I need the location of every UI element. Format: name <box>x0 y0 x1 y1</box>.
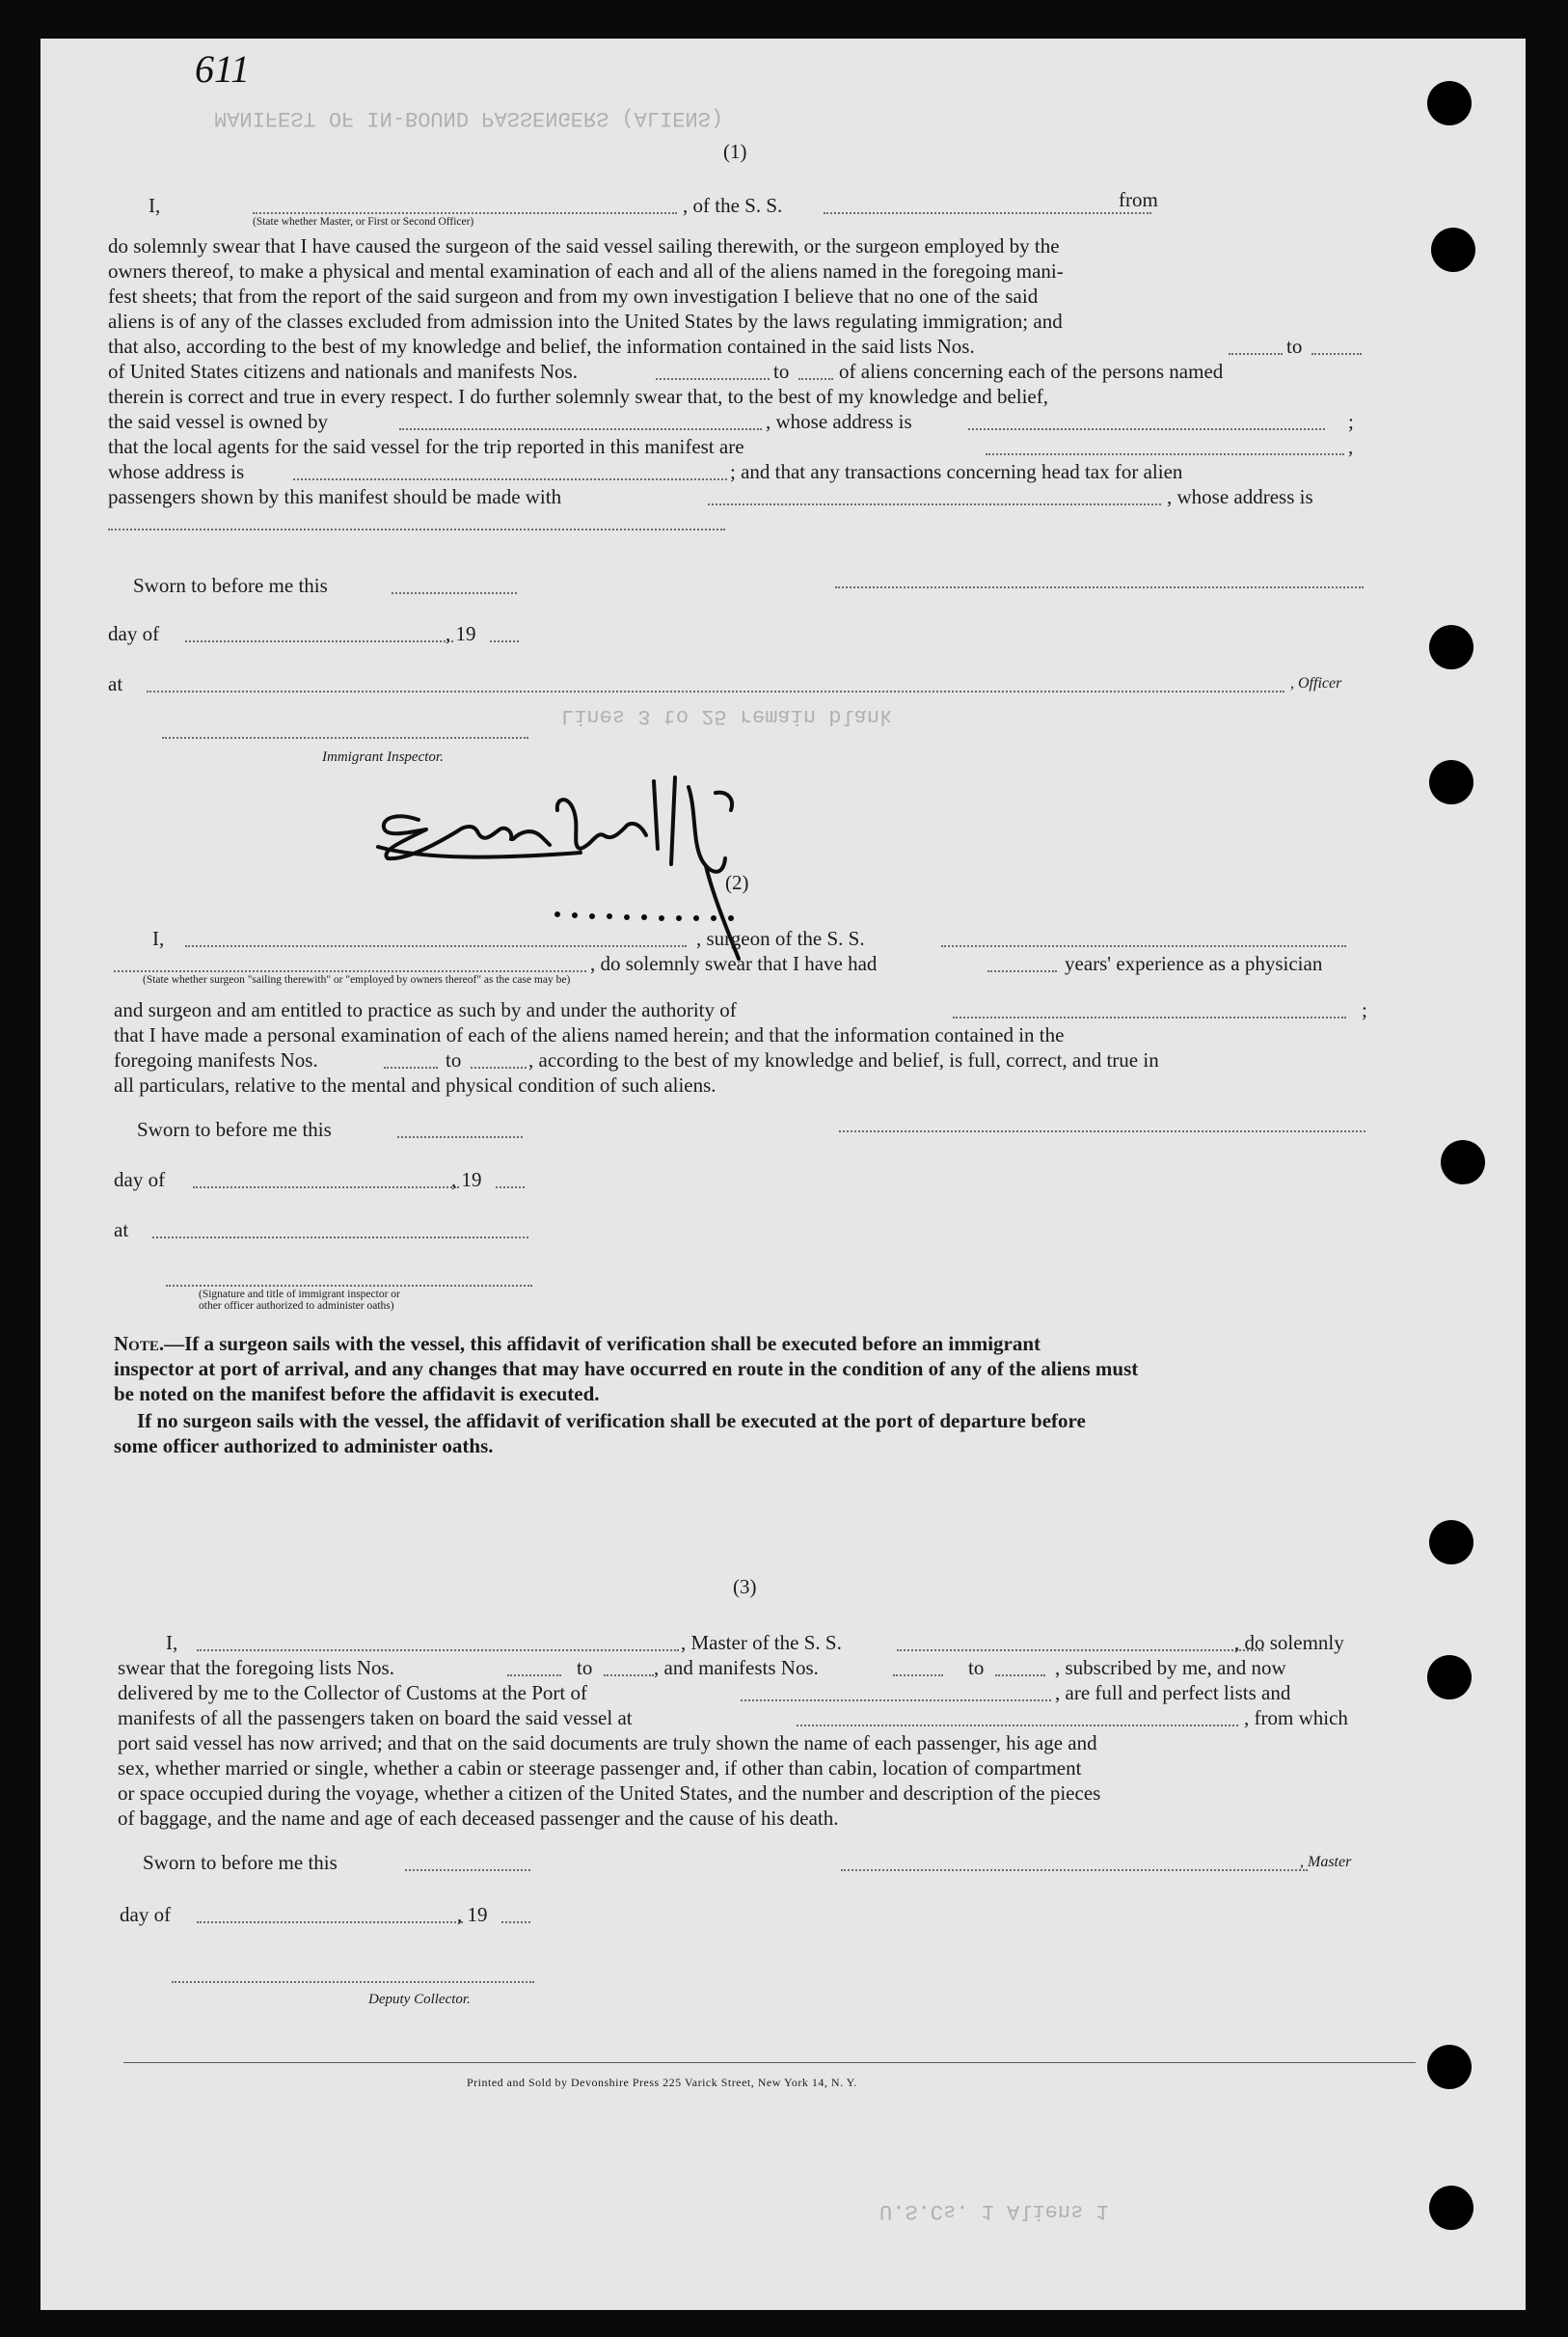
s1-sworn: Sworn to before me this <box>133 574 328 597</box>
master-signature-field[interactable] <box>841 1869 1308 1871</box>
manifests-from-field[interactable] <box>656 378 770 380</box>
s2-manifests-to: to <box>446 1048 462 1072</box>
of-ss-label: , of the S. S. <box>683 194 783 217</box>
s2-authority-semicolon: ; <box>1362 998 1367 1021</box>
authority-field[interactable] <box>953 1017 1346 1019</box>
s1-para-line4: aliens is of any of the classes excluded from admission into the United States by the laws regulating immigration; and <box>108 310 1063 333</box>
s3-para-line3b: , from which <box>1244 1706 1348 1729</box>
punch-hole-1 <box>1427 81 1472 125</box>
s2-para-line1: and surgeon and am entitled to practice as such by and under the authority of <box>114 998 737 1021</box>
s2-years: years' experience as a physician <box>1065 952 1323 975</box>
s3-vessel-field[interactable] <box>897 1649 1263 1651</box>
s1-para-line6a: of United States citizens and nationals and manifests Nos. <box>108 360 578 383</box>
s1-place-field[interactable] <box>147 691 1284 693</box>
sig-note-line1: (Signature and title of immigrant inspector or <box>199 1289 400 1300</box>
section1-heading: (1) <box>723 140 747 163</box>
s1-para-line2: owners thereof, to make a physical and mental examination of each and all of the aliens named in the foregoing mani- <box>108 259 1064 283</box>
s3-para-line3a: manifests of all the passengers taken on board the said vessel at <box>118 1706 633 1729</box>
s2-manifests-to-field[interactable] <box>471 1067 527 1069</box>
s1-head-tax-address-label: , whose address is <box>1167 485 1313 508</box>
note-line4: If no surgeon sails with the vessel, the affidavit of verification shall be executed at the port of departure before <box>137 1409 1086 1432</box>
collector-label: Deputy Collector. <box>368 1992 471 2007</box>
note-text-1: If a surgeon sails with the vessel, this affidavit of verification shall be executed before an immigrant <box>184 1332 1041 1355</box>
s3-para-line1b: , and manifests Nos. <box>654 1656 819 1679</box>
boarding-port-field[interactable] <box>797 1725 1238 1726</box>
s1-agents-comma: , <box>1348 435 1354 458</box>
s3-para-line1a: swear that the foregoing lists Nos. <box>118 1656 394 1679</box>
bleed-through-footer: U.S.Cs. 1 Aliens 1 <box>879 2199 1109 2223</box>
note-line5: some officer authorized to administer oaths. <box>114 1434 494 1457</box>
s3-lists-from-field[interactable] <box>507 1674 561 1676</box>
s3-do-solemnly: , do solemnly <box>1234 1631 1344 1654</box>
punch-hole-8 <box>1427 2045 1472 2089</box>
s2-para-line3b: , according to the best of my knowledge and belief, is full, correct, and true in <box>528 1048 1159 1072</box>
s3-month-field[interactable] <box>197 1921 463 1923</box>
s3-year-prefix: , 19 <box>457 1903 488 1926</box>
surgeon-name-field[interactable] <box>185 945 687 947</box>
head-tax-party-field[interactable] <box>708 503 1161 505</box>
s1-para-line5: that also, according to the best of my knowledge and belief, the information contained in the said lists Nos. <box>108 335 975 358</box>
s1-manifests-to: to <box>773 360 790 383</box>
from-label: from <box>1119 188 1158 211</box>
bleed-through-lines: Lines 3 to 25 remain blank <box>561 704 893 728</box>
s3-lists-to: to <box>577 1656 593 1679</box>
s1-sworn-day-field[interactable] <box>392 592 517 594</box>
s3-para-line2a: delivered by me to the Collector of Customs at the Port of <box>118 1681 587 1704</box>
s3-manifests-from-field[interactable] <box>893 1674 943 1676</box>
s1-passengers: passengers shown by this manifest should be made with <box>108 485 562 508</box>
sig-note-line2: other officer authorized to administer oaths) <box>199 1300 394 1312</box>
section2-i-label: I, <box>152 927 165 950</box>
bleed-through-header: MANIFEST OF IN-BOUND PASSENGERS (ALIENS) <box>214 106 724 130</box>
punch-hole-2 <box>1431 228 1475 272</box>
s2-official-signature-field[interactable] <box>839 1130 1365 1132</box>
s3-year-field[interactable] <box>501 1921 530 1923</box>
s3-para-line2b: , are full and perfect lists and <box>1055 1681 1291 1704</box>
section1-i-label: I, <box>149 194 161 217</box>
lists-to-field[interactable] <box>1311 353 1362 355</box>
s1-owned-by: the said vessel is owned by <box>108 410 329 433</box>
head-tax-address-field[interactable] <box>108 529 725 530</box>
note-label: Note.— <box>114 1332 185 1355</box>
s2-sworn-day-field[interactable] <box>397 1136 523 1138</box>
s2-vessel-field[interactable] <box>941 945 1346 947</box>
section2-heading: (2) <box>725 871 749 894</box>
s1-para-line3: fest sheets; that from the report of the said surgeon and from my own investigation I believe that no one of the said <box>108 285 1039 308</box>
s1-para-line6b: of aliens concerning each of the persons named <box>839 360 1224 383</box>
surgeon-type-field[interactable] <box>114 970 586 972</box>
punch-hole-9 <box>1429 2186 1473 2230</box>
s3-master-name-field[interactable] <box>197 1649 679 1651</box>
footer-rule <box>123 2062 1416 2063</box>
section3-i-label: I, <box>166 1631 178 1654</box>
agent-address-field[interactable] <box>293 478 727 480</box>
s2-day-of: day of <box>114 1168 166 1191</box>
vessel-name-field[interactable] <box>824 212 1151 214</box>
s1-month-field[interactable] <box>185 640 453 642</box>
s1-owner-semicolon: ; <box>1348 410 1354 433</box>
s2-swear: , do solemnly swear that I have had <box>590 952 878 975</box>
s2-at: at <box>114 1218 129 1241</box>
s3-para-line4: port said vessel has now arrived; and that on the said documents are truly shown the name of each passenger, his age and <box>118 1731 1097 1754</box>
punch-hole-4 <box>1429 760 1473 804</box>
s3-manifests-to-field[interactable] <box>995 1674 1045 1676</box>
s1-para-line7: therein is correct and true in every respect. I do further solemnly swear that, to the best of my knowledge and belief, <box>108 385 1048 408</box>
s3-para-line7: of baggage, and the name and age of each deceased passenger and the cause of his death. <box>118 1807 839 1830</box>
owner-address-field[interactable] <box>968 428 1325 430</box>
s1-year-prefix: , 19 <box>446 622 476 645</box>
officer-label: , Officer <box>1290 675 1342 692</box>
s2-month-field[interactable] <box>193 1186 459 1188</box>
s1-para-line1: do solemnly swear that I have caused the surgeon of the said vessel sailing therewith, or the surgeon employed by the <box>108 234 1060 258</box>
port-field[interactable] <box>741 1699 1051 1701</box>
collector-signature-field[interactable] <box>172 1981 534 1983</box>
section3-heading: (3) <box>733 1575 757 1598</box>
s2-para-line4: all particulars, relative to the mental and physical condition of such aliens. <box>114 1073 716 1097</box>
s3-day-of: day of <box>120 1903 172 1926</box>
punch-hole-6 <box>1429 1520 1473 1564</box>
s3-master-of: , Master of the S. S. <box>681 1631 842 1654</box>
master-note: (State whether Master, or First or Second Officer) <box>253 216 474 228</box>
s1-head-tax: ; and that any transactions concerning head tax for alien <box>730 460 1183 483</box>
punch-hole-7 <box>1427 1655 1472 1699</box>
s3-lists-to-field[interactable] <box>604 1674 654 1676</box>
form-page <box>41 39 1526 2310</box>
local-agents-field[interactable] <box>986 453 1344 455</box>
note-line2: inspector at port of arrival, and any changes that may have occurred en route in the condition of any of the aliens must <box>114 1357 1139 1380</box>
s3-sworn-day-field[interactable] <box>405 1869 530 1871</box>
s3-sworn: Sworn to before me this <box>143 1851 338 1874</box>
punch-hole-3 <box>1429 625 1473 669</box>
s3-para-line5: sex, whether married or single, whether a cabin or steerage passenger and, if other than cabin, location of compartment <box>118 1756 1082 1780</box>
note-line1 <box>114 1331 1041 1356</box>
s2-sworn: Sworn to before me this <box>137 1118 332 1141</box>
s1-local-agents: that the local agents for the said vessel for the trip reported in this manifest are <box>108 435 744 458</box>
s3-para-line1c: , subscribed by me, and now <box>1055 1656 1286 1679</box>
punch-hole-5 <box>1441 1140 1485 1184</box>
s2-para-line3a: foregoing manifests Nos. <box>114 1048 318 1072</box>
s3-manifests-to: to <box>968 1656 985 1679</box>
s1-lists-to: to <box>1286 335 1303 358</box>
s3-para-line6: or space occupied during the voyage, whether a citizen of the United States, and the number and description of the pieces <box>118 1781 1101 1805</box>
years-field[interactable] <box>987 970 1057 972</box>
s2-inspector-signature-field[interactable] <box>166 1285 532 1287</box>
s1-day-of: day of <box>108 622 160 645</box>
handwritten-page-number: 611 <box>195 47 251 91</box>
master-name-field[interactable] <box>253 212 677 214</box>
s1-at: at <box>108 672 123 695</box>
s2-manifests-from-field[interactable] <box>384 1067 438 1069</box>
s2-surgeon-of: , surgeon of the S. S. <box>696 927 865 950</box>
manifests-to-field[interactable] <box>798 378 833 380</box>
master-label: , Master <box>1300 1854 1352 1870</box>
owner-field[interactable] <box>399 428 762 430</box>
inspector-signature-field[interactable] <box>162 737 528 739</box>
s2-para-line2: that I have made a personal examination of each of the aliens named herein; and that the information contained in the <box>114 1023 1065 1046</box>
s1-agent-address-label: whose address is <box>108 460 245 483</box>
lists-from-field[interactable] <box>1229 353 1283 355</box>
inspector-label: Immigrant Inspector. <box>322 749 444 765</box>
s2-year-field[interactable] <box>496 1186 525 1188</box>
printer-imprint: Printed and Sold by Devonshire Press 225 Varick Street, New York 14, N. Y. <box>467 2076 857 2089</box>
s2-year-prefix: , 19 <box>451 1168 482 1191</box>
s2-place-field[interactable] <box>152 1236 528 1238</box>
s1-owner-address-label: , whose address is <box>766 410 912 433</box>
officer-signature-field[interactable] <box>835 586 1364 588</box>
s1-year-field[interactable] <box>490 640 519 642</box>
note-line3: be noted on the manifest before the affidavit is executed. <box>114 1382 600 1405</box>
surgeon-note: (State whether surgeon "sailing therewith" or "employed by owners thereof" as the case may be) <box>143 974 571 986</box>
